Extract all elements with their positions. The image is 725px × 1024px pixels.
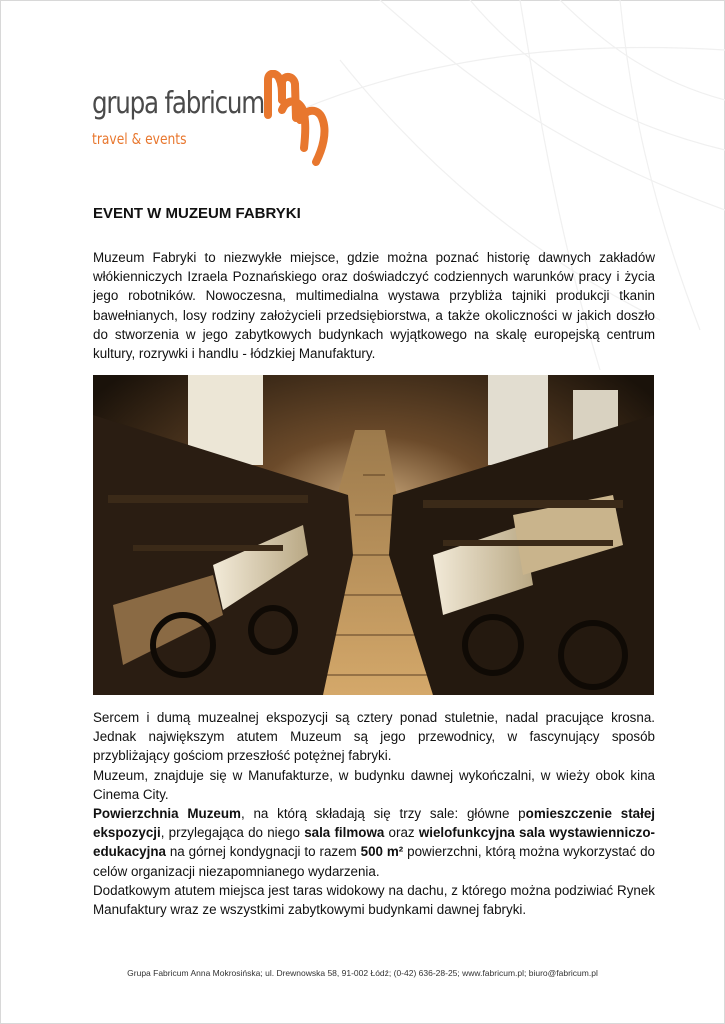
surface-text-3: oraz <box>384 825 419 841</box>
surface-paragraph <box>93 804 655 881</box>
surface-text-1: , na którą składają się trzy sale: główne p <box>240 806 526 822</box>
surface-text-2: , przylegająca do niego <box>160 825 305 841</box>
logo-name: grupa fabricum <box>92 86 264 121</box>
surface-bold-2: omieszczenie stałej ekspozycji <box>93 806 656 841</box>
footer-contact: Grupa Fabricum Anna Mokrosińska; ul. Drewnowska 58, 91-002 Łódź; (0-42) 636-28-25; www.fabricum.pl; biuro@fabricum.pl <box>127 968 598 978</box>
logo-tagline: travel & events <box>92 130 187 148</box>
surface-bold-5: 500 m² <box>360 844 404 860</box>
company-logo <box>92 70 342 170</box>
weaving-looms-photo <box>93 375 654 695</box>
page-title: EVENT W MUZEUM FABRYKI <box>93 205 301 222</box>
location-paragraph: Muzeum, znajduje się w Manufakturze, w budynku dawnej wykończalni, w wieży obok kina Cinema City. <box>93 767 655 802</box>
surface-bold-1: Powierzchnia Muzeum <box>93 806 241 822</box>
surface-bold-3: sala filmowa <box>304 825 385 841</box>
looms-paragraph: Sercem i dumą muzealnej ekspozycji są cztery ponad stuletnie, nadal pracujące krosna. Jednak największym atutem Muzeum są jego przewodnicy, w fascynujący sposób przybliżający gościom przeszłość potężnej fabryki. <box>93 710 655 764</box>
intro-paragraph: Muzeum Fabryki to niezwykłe miejsce, gdzie można poznać historię dawnych zakładów włókienniczych Izraela Poznańskiego oraz doświadczyć codziennych warunków pracy i życia jego robotników. Nowoczesna, multimedialna wystawa przybliża tajniki produkcji tkanin bawełnianych, losy rodziny założycieli przedsiębiorstwa, a także okoliczności w jakich doszło do stworzenia w jego zabytkowych budynkach wyjątkowego na skalę europejską centrum kultury, rozrywki i handlu - łódzkiej Manufaktury. <box>93 250 655 362</box>
surface-text-5: powierzchni, którą można wykorzystać do celów organizacji niezapomnianego wydarzenia. <box>93 844 655 879</box>
fabricum-m-logo-icon <box>262 70 337 170</box>
details-section <box>93 708 655 919</box>
surface-text-4: na górnej kondygnacji to razem <box>165 844 361 860</box>
surface-bold-4: wielofunkcyjna sala wystawienniczo- edukacyjna <box>93 825 655 860</box>
terrace-paragraph: Dodatkowym atutem miejsca jest taras widokowy na dachu, z którego można podziwiać Rynek Manufaktury wraz ze wszystkimi zabytkowymi budynkami dawnej fabryki. <box>93 882 655 918</box>
